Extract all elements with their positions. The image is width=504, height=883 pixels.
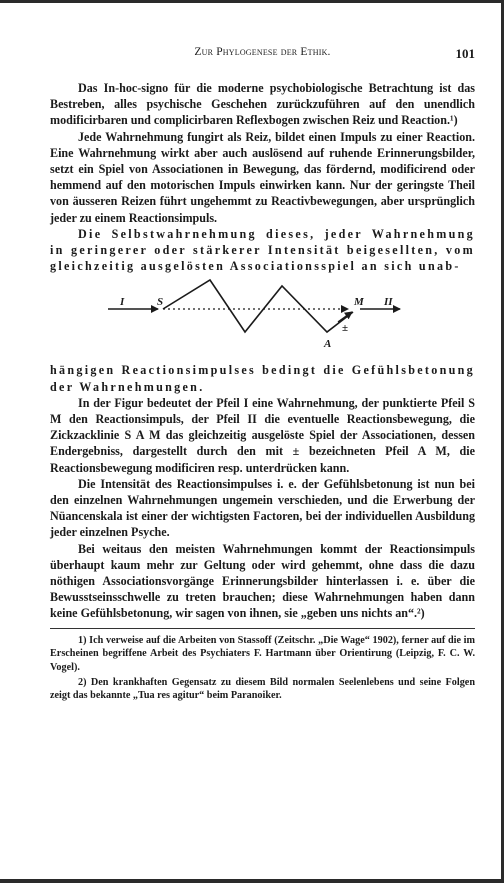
paragraph-6: Bei weitaus den meisten Wahrnehmungen kommt der Reactionsimpuls überhaupt kaum mehr zur Geltung oder wird gehemmt, ohne dass die dazu nöthigen Associationsvorgänge Erinnerungsbilder hinterlassen i. e. über die Bewusstseinsschwelle zu treten brauchen; diese Wahrnehmungen haben dann keine Gefühlsbetonung, wir sagen von ihnen, sie „geben uns nichts an“.²) [50,541,475,621]
running-head [50,46,475,64]
reflex-diagram-svg [50,276,475,358]
footnote-2: 2) Den krankhaften Gegensatz zu diesem Bild normalen Seelenlebens und seine Folgen zeigt das bekannte „Tua res agitur“ beim Paranoiker. [50,676,475,702]
page-number: 101 [455,46,475,61]
paragraph-1: Das In-hoc-signo für die moderne psychobiologische Betrachtung ist das Bestreben, alles psychische Geschehen zurückzuführen auf den unendlich modificirbaren und complicirbaren Reflexbogen zwischen Reiz und Reaction.¹) [50,81,475,128]
label-A: A [324,338,332,351]
label-II: II [384,296,393,309]
paragraph-2: Jede Wahrnehmung fungirt als Reiz, bildet einen Impuls zu einer Reaction. Eine Wahrnehmung wirkt aber auch auslösend auf ruhende Erinnerungsbilder, setzt ein Spiel von Associationen in Bewegung, das fördernd, modificirend oder hemmend auf den motorischen Impuls einwirken kann. Nur der geringste Theil von äusseren Reizen führt ungehemmt zu Reactivbewegungen, aber ursprünglich jeder zu einem Reactionsimpuls. [50,129,475,225]
footnote-rule [50,628,475,629]
paragraph-3-continued: hängigen Reactionsimpulses bedingt die Gefühlsbetonung der Wahrnehmungen. [50,363,475,394]
label-S: S [157,296,164,309]
paragraph-4: In der Figur bedeutet der Pfeil I eine Wahrnehmung, der punktierte Pfeil S M den Reactionsimpuls, der Pfeil II die eventuelle Reactionsbewegung, die Zickzacklinie S A M das gleichzeitig ausgelöste Spiel der Associationen, dessen Endergebniss, dargestellt durch den mit ± bezeichneten Pfeil A M, die Reactionsbewegung modificiren resp. unterdrücken kann. [50,395,475,475]
paragraph-5: Die Intensität des Reactionsimpulses i. e. der Gefühlsbetonung ist nun bei den einzelnen Wahrnehmungen ungemein verschieden, und die Erwerbung der Nüancenskala ist einer der wichtigsten Factoren, bei der individuellen Ausbildung jeder einzelnen Psyche. [50,476,475,540]
scan-top-edge [0,0,504,3]
footnote-1: 1) Ich verweise auf die Arbeiten von Stassoff (Zeitschr. „Die Wage“ 1902), ferner auf die im Erscheinen begriffene Arbeit des Psychiaters F. Hartmann über Orientirung (Leipzig, F. C. W. Vogel). [50,634,475,673]
reflex-diagram [50,276,475,358]
footnotes [50,634,475,703]
running-title: Zur Phylogenese der Ethik. [194,46,331,58]
scan-bottom-edge [0,879,504,883]
label-plusminus: ± [342,322,349,335]
main-text [50,80,475,703]
label-I: I [120,296,125,309]
zigzag-SAM [163,280,353,332]
label-M: M [354,296,364,309]
paragraph-3-spaced: Die Selbstwahrnehmung dieses, jeder Wahrnehmung in geringerer oder stärkerer Intensität beigesellten, vom gleichzeitig ausgelösten Associationsspiel an sich unab- [50,226,475,274]
